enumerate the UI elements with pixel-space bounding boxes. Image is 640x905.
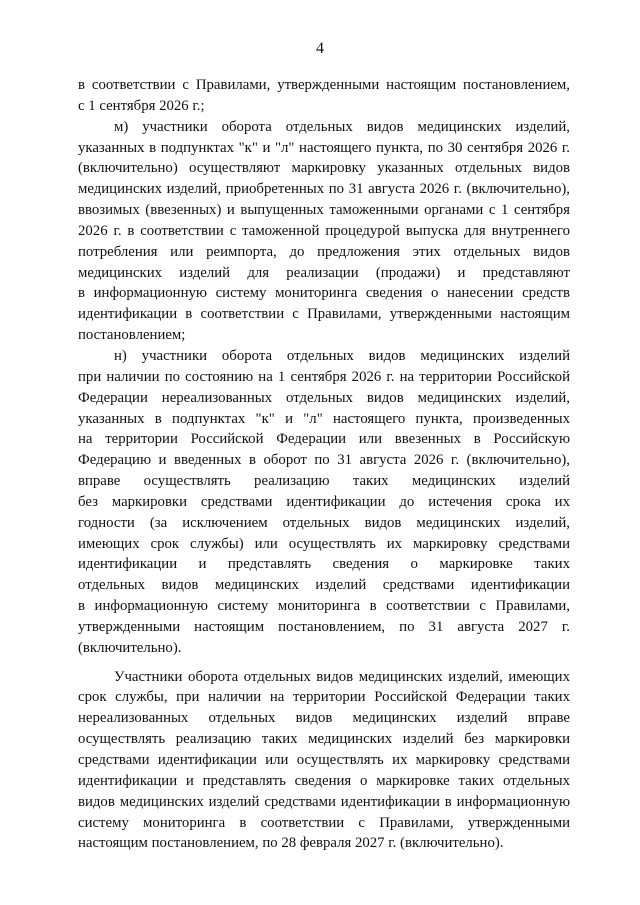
document-body (78, 75, 570, 854)
text-line: м) участники оборота отдельных видов медицинских изделий, (114, 118, 570, 135)
text-line: настоящим постановлением, по 28 февраля 2027 г. (включительно). (78, 835, 504, 852)
text-line: в информационную систему мониторинга сведения о нанесении средств (78, 285, 570, 302)
text-line: на территории Российской Федерации или ввезенных в Российскую (78, 431, 570, 448)
text-line: нереализованных отдельных видов медицинских изделий вправе (78, 710, 570, 727)
text-line: медицинских изделий, приобретенных по 31 августа 2026 г. (включительно), (78, 181, 570, 198)
paragraph-spacer (78, 659, 570, 667)
paragraph-item-m (78, 117, 570, 346)
text-line: срок службы, при наличии на территории Российской Федерации таких (78, 689, 570, 706)
text-line: указанных в подпунктах "к" и "л" настоящего пункта, по 30 сентября 2026 г. (78, 139, 570, 156)
text-line: идентификации и представлять сведения о маркировке таких отдельных (78, 772, 570, 789)
text-line: постановлением; (78, 327, 186, 344)
text-line: идентификации и представлять сведения о маркировке таких (78, 556, 570, 573)
text-line: осуществлять реализацию таких медицинских изделий без маркировки (78, 731, 570, 748)
text-line: Федерации нереализованных отдельных видов медицинских изделий, (78, 389, 570, 406)
text-line: отдельных видов медицинских изделий средствами идентификации (78, 577, 570, 594)
text-line: Участники оборота отдельных видов медицинских изделий, имеющих (114, 668, 570, 685)
text-line: средствами идентификации или осуществлять их маркировку средствами (78, 752, 570, 768)
text-line: видов медицинских изделий средствами идентификации в информационную (78, 793, 570, 810)
text-line: без маркировки средствами идентификации до истечения срока их (78, 493, 570, 510)
text-line: утвержденными настоящим постановлением, по 31 августа 2027 г. (78, 618, 570, 635)
text-line: имеющих срок службы) или осуществлять их маркировку средствами (78, 535, 570, 552)
text-line: вправе осуществлять реализацию таких медицинских изделий (78, 473, 570, 490)
text-line: ввозимых (ввезенных) и выпущенных таможенными органами с 1 сентября (78, 202, 570, 219)
text-line: н) участники оборота отдельных видов медицинских изделий (114, 347, 570, 364)
text-line: годности (за исключением отдельных видов медицинских изделий, (78, 514, 570, 531)
text-line: в информационную систему мониторинга в соответствии с Правилами, (78, 598, 570, 615)
paragraph-continuation (78, 75, 570, 117)
text-line: потребления или реимпорта, до предложения этих отдельных видов (78, 243, 570, 260)
paragraph-final (78, 667, 570, 855)
text-line: указанных в подпунктах "к" и "л" настоящего пункта, произведенных (78, 410, 570, 427)
paragraph-item-n (78, 346, 570, 659)
text-line: при наличии по состоянию на 1 сентября 2026 г. на территории Российской (78, 368, 570, 385)
text-line: медицинских изделий для реализации (продажи) и представляют (78, 264, 570, 281)
text-line: идентификации в соответствии с Правилами, утвержденными настоящим (78, 306, 570, 323)
text-line: (включительно). (78, 639, 182, 656)
text-line: с 1 сентября 2026 г.; (78, 97, 205, 114)
text-line: в соответствии с Правилами, утвержденными настоящим постановлением, (78, 77, 570, 93)
text-line: Федерацию и введенных в оборот по 31 августа 2026 г. (включительно), (78, 452, 570, 469)
page-number: 4 (316, 40, 324, 57)
text-line: (включительно) осуществляют маркировку указанных отдельных видов (78, 160, 570, 177)
text-line: систему мониторинга в соответствии с Правилами, утвержденными (78, 814, 570, 831)
text-line: 2026 г. в соответствии с таможенной процедурой выпуска для внутреннего (78, 222, 570, 239)
